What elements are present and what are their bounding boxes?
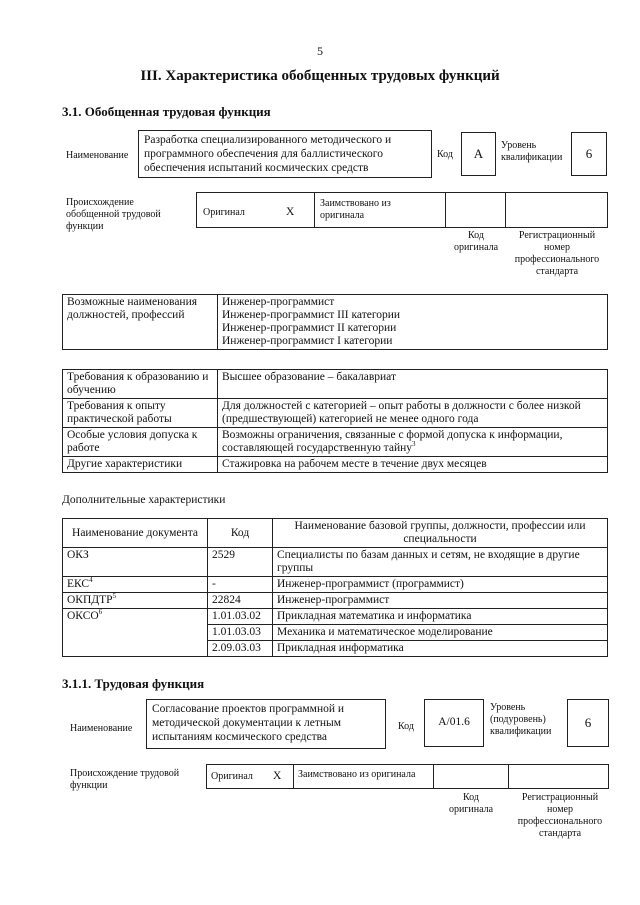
requirement-value: Для должностей с категорией – опыт работы в должности с более низкой (предшествующей) категорией не менее одного года bbox=[218, 399, 608, 428]
gtf-name-label: Наименование bbox=[66, 150, 129, 161]
position-item: Инженер-программист III категории bbox=[222, 309, 401, 321]
tf-original-mark: X bbox=[273, 770, 282, 782]
code-cell: 2.09.03.03 bbox=[208, 641, 273, 657]
name-cell: Инженер-программист bbox=[273, 593, 608, 609]
tf-code-value: А/01.6 bbox=[424, 699, 484, 747]
requirement-value: Высшее образование – бакалавриат bbox=[218, 370, 608, 399]
additional-table bbox=[62, 518, 608, 657]
gtf-reg-number-label: Регистрационный номер профессионального стандарта bbox=[514, 230, 600, 277]
positions-table bbox=[62, 294, 608, 350]
gtf-orig-code-label: Код оригинала bbox=[453, 230, 499, 253]
gtf-code-value: А bbox=[461, 132, 496, 176]
doc-cell bbox=[63, 593, 208, 609]
gtf-name-value: Разработка специализированного методического и программного обеспечения для баллистического обеспечения испытаний космических средств bbox=[138, 130, 432, 178]
section-title: III. Характеристика обобщенных трудовых функций bbox=[140, 68, 500, 84]
requirement-label: Особые условия допуска к работе bbox=[63, 428, 218, 457]
doc-text: ЕКС bbox=[67, 578, 90, 590]
code-cell: 1.01.03.02 bbox=[208, 609, 273, 625]
position-item: Инженер-программист I категории bbox=[222, 335, 393, 347]
table-row bbox=[63, 577, 608, 593]
requirement-label: Другие характеристики bbox=[63, 457, 218, 473]
code-cell: 22824 bbox=[208, 593, 273, 609]
name-cell: Прикладная математика и информатика bbox=[273, 609, 608, 625]
code-cell: 1.01.03.03 bbox=[208, 625, 273, 641]
requirement-row bbox=[63, 457, 608, 473]
tf-origin-label: Происхождение трудовой функции bbox=[70, 768, 180, 791]
name-cell: Инженер-программист (программист) bbox=[273, 577, 608, 593]
position-item: Инженер-программист II категории bbox=[222, 322, 397, 334]
gtf-heading: 3.1. Обобщенная трудовая функция bbox=[62, 104, 271, 119]
tf-original-label: Оригинал bbox=[211, 771, 253, 782]
additional-title: Дополнительные характеристики bbox=[62, 494, 226, 506]
requirement-label: Требования к образованию и обучению bbox=[63, 370, 218, 399]
footnote-mark: 6 bbox=[98, 608, 103, 617]
tf-reg-number-label: Регистрационный номер профессионального стандарта bbox=[517, 792, 603, 839]
requirement-text: Возможны ограничения, связанные с формой допуска к информации, составляющей государственную тайну bbox=[222, 429, 563, 454]
requirement-row bbox=[63, 428, 608, 457]
gtf-level-label: Уровень квалификации bbox=[501, 140, 563, 163]
table-row bbox=[63, 609, 608, 625]
doc-cell bbox=[63, 609, 208, 657]
table-row bbox=[63, 593, 608, 609]
position-item: Инженер-программист bbox=[222, 296, 335, 308]
footnote-mark: 4 bbox=[89, 576, 93, 585]
footnote-mark: 3 bbox=[412, 440, 416, 449]
header-name: Наименование базовой группы, должности, профессии или специальности bbox=[273, 519, 608, 548]
tf-level-label: Уровень (подуровень) квалификации bbox=[490, 702, 552, 737]
name-cell: Механика и математическое моделирование bbox=[273, 625, 608, 641]
doc-cell bbox=[63, 577, 208, 593]
tf-name-label: Наименование bbox=[70, 723, 133, 734]
gtf-original-mark: X bbox=[286, 206, 295, 218]
table-row bbox=[63, 548, 608, 577]
gtf-level-value: 6 bbox=[571, 132, 607, 176]
tf-level-value: 6 bbox=[567, 699, 609, 747]
positions-list bbox=[218, 295, 608, 350]
gtf-original-label: Оригинал bbox=[203, 207, 245, 218]
requirement-label: Требования к опыту практической работы bbox=[63, 399, 218, 428]
tf-borrowed-label: Заимствовано из оригинала bbox=[298, 769, 416, 780]
page-number: 5 bbox=[317, 44, 323, 58]
name-cell: Прикладная информатика bbox=[273, 641, 608, 657]
gtf-borrowed-label: Заимствовано из оригинала bbox=[320, 198, 391, 221]
doc-cell: ОКЗ bbox=[63, 548, 208, 577]
positions-label: Возможные наименования должностей, профессий bbox=[63, 295, 218, 350]
name-cell: Специалисты по базам данных и сетям, не входящие в другие группы bbox=[273, 548, 608, 577]
gtf-origin-label: Происхождение обобщенной трудовой функции bbox=[66, 197, 161, 232]
doc-text: ОКПДТР bbox=[67, 594, 113, 606]
additional-header-row bbox=[63, 519, 608, 548]
tf-heading: 3.1.1. Трудовая функция bbox=[62, 676, 205, 691]
tf-name-value: Согласование проектов программной и методической документации к летным испытаниям космического средства bbox=[146, 699, 386, 749]
requirement-row bbox=[63, 370, 608, 399]
tf-orig-code-label: Код оригинала bbox=[448, 792, 494, 815]
requirement-row bbox=[63, 399, 608, 428]
tf-code-label: Код bbox=[398, 721, 414, 732]
gtf-code-label: Код bbox=[437, 149, 453, 160]
header-code: Код bbox=[208, 519, 273, 548]
code-cell: 2529 bbox=[208, 548, 273, 577]
requirement-value bbox=[218, 428, 608, 457]
doc-text: ОКСО bbox=[67, 610, 99, 622]
requirements-table bbox=[62, 369, 608, 473]
requirement-value: Стажировка на рабочем месте в течение двух месяцев bbox=[218, 457, 608, 473]
code-cell: - bbox=[208, 577, 273, 593]
header-doc: Наименование документа bbox=[63, 519, 208, 548]
footnote-mark: 5 bbox=[112, 592, 117, 601]
